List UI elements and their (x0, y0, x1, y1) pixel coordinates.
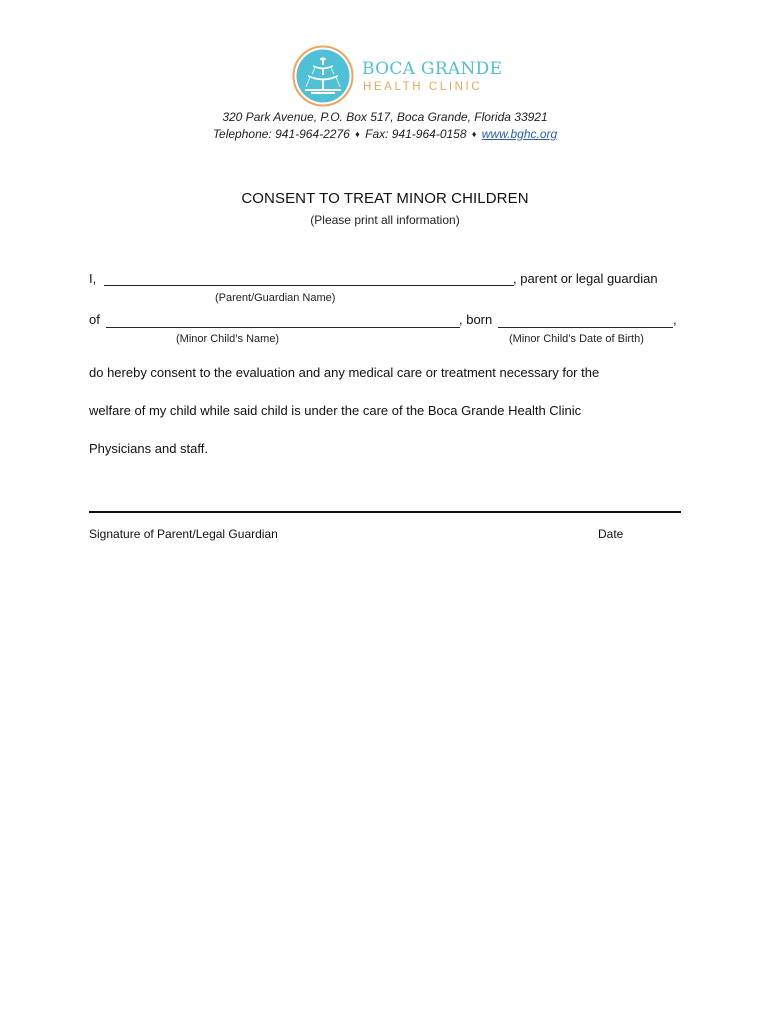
clinic-logo (292, 45, 503, 107)
parent-name-field[interactable] (104, 285, 514, 286)
website-link[interactable]: www.bghc.org (481, 127, 558, 141)
consent-paragraph-line-3: Physicians and staff. (89, 441, 208, 456)
clinic-address: 320 Park Avenue, P.O. Box 517, Boca Grande, Florida 33921 (222, 110, 548, 124)
logo-clinic-subtitle: HEALTH CLINIC (363, 81, 483, 93)
fountain-logo-icon (292, 45, 356, 109)
form-instruction: (Please print all information) (310, 213, 460, 227)
line1-suffix: , parent or legal guardian (513, 271, 658, 286)
signature-field[interactable] (89, 511, 681, 513)
date-label: Date (598, 527, 624, 541)
parent-name-caption: (Parent/Guardian Name) (215, 292, 336, 304)
line2-suffix: , (673, 312, 677, 327)
child-dob-caption: (Minor Child’s Date of Birth) (509, 333, 644, 345)
child-dob-field[interactable] (498, 327, 673, 328)
fax-text: Fax: 941-964-0158 (365, 127, 467, 141)
telephone-text: Telephone: 941-964-2276 (212, 127, 350, 141)
diamond-bullet-icon: ♦ (471, 129, 477, 139)
signature-label: Signature of Parent/Legal Guardian (89, 527, 278, 541)
child-name-caption: (Minor Child’s Name) (176, 333, 280, 345)
line2-middle: , born (459, 312, 493, 327)
consent-paragraph-line-1: do hereby consent to the evaluation and any medical care or treatment necessary for the (89, 365, 600, 380)
line2-prefix: of (89, 312, 100, 327)
clinic-contact-line (0, 127, 770, 141)
child-name-field[interactable] (106, 327, 460, 328)
line1-prefix: I, (89, 271, 97, 286)
form-title: CONSENT TO TREAT MINOR CHILDREN (241, 190, 529, 207)
logo-clinic-name: BOCA GRANDE (362, 59, 503, 79)
diamond-bullet-icon: ♦ (355, 129, 360, 139)
consent-paragraph-line-2: welfare of my child while said child is under the care of the Boca Grande Health Clinic (89, 403, 582, 418)
